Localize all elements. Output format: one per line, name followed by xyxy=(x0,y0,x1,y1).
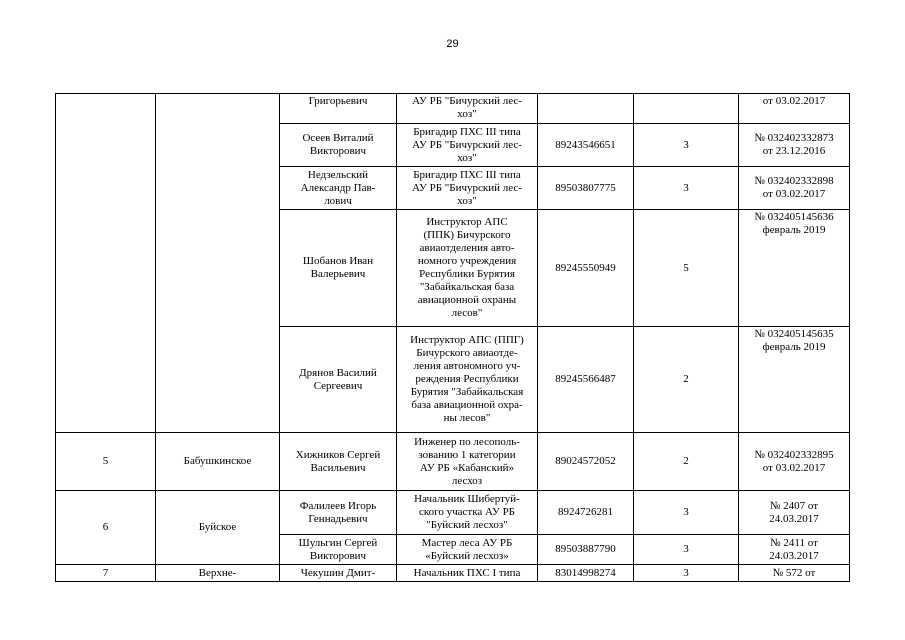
certificate-cell: № 2407 от 24.03.2017 xyxy=(739,491,850,535)
organization-cell: Мастер леса АУ РБ «Буйский лесхоз» xyxy=(397,535,538,565)
phone-cell: 89243546651 xyxy=(538,124,634,167)
experience-cell: 3 xyxy=(634,565,739,582)
phone-cell: 89024572052 xyxy=(538,433,634,491)
experience-cell xyxy=(634,94,739,124)
experience-cell: 3 xyxy=(634,124,739,167)
name-cell: Григорьевич xyxy=(280,94,397,124)
table-row xyxy=(56,491,850,535)
certificate-cell: № 032405145636 февраль 2019 xyxy=(739,210,850,327)
experience-cell: 5 xyxy=(634,210,739,327)
organization-cell: Начальник Шибертуй- ского участка АУ РБ "Буйский лесхоз" xyxy=(397,491,538,535)
certificate-cell: № 032402332873 от 23.12.2016 xyxy=(739,124,850,167)
name-cell: Шульгин Сергей Викторович xyxy=(280,535,397,565)
district-cell: Бабушкинское xyxy=(156,433,280,491)
experience-cell: 3 xyxy=(634,167,739,210)
certificate-cell: № 032402332898 от 03.02.2017 xyxy=(739,167,850,210)
organization-cell: Начальник ПХС I типа xyxy=(397,565,538,582)
certificate-cell: № 032405145635 февраль 2019 xyxy=(739,327,850,433)
organization-cell: АУ РБ "Бичурский лес- хоз" xyxy=(397,94,538,124)
name-cell: Осеев Виталий Викторович xyxy=(280,124,397,167)
certificate-cell: № 2411 от 24.03.2017 xyxy=(739,535,850,565)
phone-cell xyxy=(538,94,634,124)
certificate-cell: от 03.02.2017 xyxy=(739,94,850,124)
phone-cell: 8924726281 xyxy=(538,491,634,535)
row-number-cell: 7 xyxy=(56,565,156,582)
experience-cell: 2 xyxy=(634,327,739,433)
name-cell: Шобанов Иван Валерьевич xyxy=(280,210,397,327)
name-cell: Фалилеев Игорь Геннадьевич xyxy=(280,491,397,535)
district-cell xyxy=(156,94,280,433)
district-cell: Верхне- xyxy=(156,565,280,582)
phone-cell: 89245566487 xyxy=(538,327,634,433)
table-row xyxy=(56,565,850,582)
organization-cell: Бригадир ПХС III типа АУ РБ "Бичурский лес- хоз" xyxy=(397,124,538,167)
name-cell: Чекушин Дмит- xyxy=(280,565,397,582)
experience-cell: 3 xyxy=(634,535,739,565)
page-number: 29 xyxy=(446,38,459,50)
phone-cell: 89245550949 xyxy=(538,210,634,327)
phone-cell: 89503887790 xyxy=(538,535,634,565)
experience-cell: 2 xyxy=(634,433,739,491)
table-row xyxy=(56,433,850,491)
table-row xyxy=(56,94,850,124)
organization-cell: Инструктор АПС (ППГ) Бичурского авиаотде- ления автономного уч- реждения Республики Бурятия "Забайкальская база авиационной охра- ны лесов" xyxy=(397,327,538,433)
row-number-cell xyxy=(56,94,156,433)
certificate-cell: № 032402332895 от 03.02.2017 xyxy=(739,433,850,491)
name-cell: Хижников Сергей Васильевич xyxy=(280,433,397,491)
experience-cell: 3 xyxy=(634,491,739,535)
phone-cell: 83014998274 xyxy=(538,565,634,582)
row-number-cell: 6 xyxy=(56,491,156,565)
organization-cell: Инженер по лесополь- зованию 1 категории АУ РБ «Кабанский» лесхоз xyxy=(397,433,538,491)
name-cell: Дрянов Василий Сергеевич xyxy=(280,327,397,433)
district-cell: Буйское xyxy=(156,491,280,565)
certificate-cell: № 572 от xyxy=(739,565,850,582)
forest-fire-staff-table xyxy=(55,93,850,582)
organization-cell: Инструктор АПС (ППК) Бичурского авиаотделения авто- номного учреждения Республики Бурятия "Забайкальская база авиационной охраны лесов" xyxy=(397,210,538,327)
phone-cell: 89503807775 xyxy=(538,167,634,210)
organization-cell: Бригадир ПХС III типа АУ РБ "Бичурский лес- хоз" xyxy=(397,167,538,210)
row-number-cell: 5 xyxy=(56,433,156,491)
name-cell: Недзельский Александр Пав- лович xyxy=(280,167,397,210)
